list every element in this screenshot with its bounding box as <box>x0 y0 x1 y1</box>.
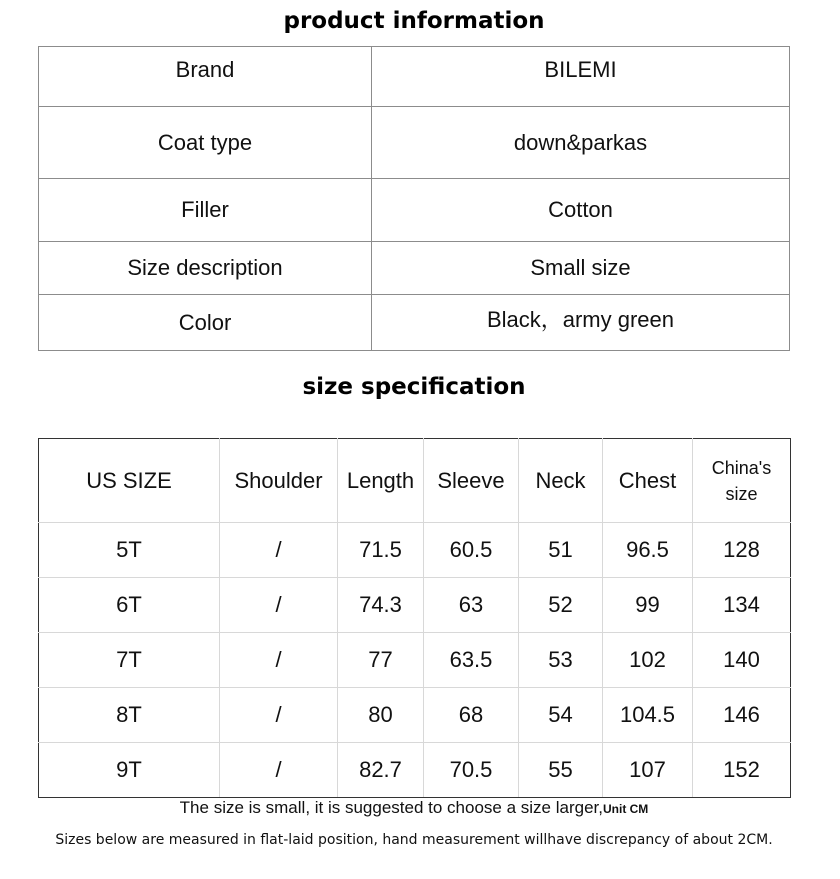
cell-shoulder: / <box>220 523 338 578</box>
table-row <box>39 107 790 179</box>
header-sleeve: Sleeve <box>424 439 519 523</box>
cell-china-size: 128 <box>693 523 791 578</box>
cell-neck: 53 <box>519 633 603 688</box>
cell-neck: 52 <box>519 578 603 633</box>
cell-china-size: 146 <box>693 688 791 743</box>
header-china-size <box>693 439 791 523</box>
header-length: Length <box>338 439 424 523</box>
table-header-row <box>39 439 791 523</box>
info-value-color: Black，army green <box>372 295 790 351</box>
table-row <box>39 743 791 798</box>
cell-length: 80 <box>338 688 424 743</box>
size-specification-title: size specification <box>302 374 526 400</box>
cell-shoulder: / <box>220 578 338 633</box>
product-information-table <box>38 46 790 351</box>
table-row <box>39 47 790 107</box>
cell-china-size: 140 <box>693 633 791 688</box>
cell-chest: 107 <box>603 743 693 798</box>
table-row <box>39 179 790 242</box>
header-neck: Neck <box>519 439 603 523</box>
cell-sleeve: 68 <box>424 688 519 743</box>
info-value-filler: Cotton <box>372 179 790 242</box>
info-value-brand: BILEMI <box>372 47 790 107</box>
size-specification-table <box>38 438 791 798</box>
cell-chest: 99 <box>603 578 693 633</box>
cell-us-size: 6T <box>39 578 220 633</box>
cell-chest: 102 <box>603 633 693 688</box>
cell-length: 74.3 <box>338 578 424 633</box>
cell-sleeve: 63 <box>424 578 519 633</box>
header-china-size-line2: size <box>725 483 758 504</box>
table-row <box>39 295 790 351</box>
header-shoulder: Shoulder <box>220 439 338 523</box>
size-note <box>0 798 828 818</box>
cell-length: 77 <box>338 633 424 688</box>
info-label-size-description: Size description <box>39 242 372 295</box>
cell-us-size: 5T <box>39 523 220 578</box>
cell-shoulder: / <box>220 688 338 743</box>
measurement-note: Sizes below are measured in flat-laid position, hand measurement willhave discrepancy of about 2CM. <box>55 832 773 848</box>
cell-us-size: 8T <box>39 688 220 743</box>
cell-china-size: 134 <box>693 578 791 633</box>
header-chest: Chest <box>603 439 693 523</box>
table-row <box>39 688 791 743</box>
table-row <box>39 633 791 688</box>
cell-sleeve: 60.5 <box>424 523 519 578</box>
cell-chest: 96.5 <box>603 523 693 578</box>
header-china-size-line1: China's <box>711 457 772 478</box>
info-label-color: Color <box>39 295 372 351</box>
cell-sleeve: 63.5 <box>424 633 519 688</box>
table-row <box>39 578 791 633</box>
info-value-coat-type: down&parkas <box>372 107 790 179</box>
cell-china-size: 152 <box>693 743 791 798</box>
table-row <box>39 242 790 295</box>
cell-chest: 104.5 <box>603 688 693 743</box>
cell-shoulder: / <box>220 633 338 688</box>
cell-length: 82.7 <box>338 743 424 798</box>
info-value-size-description: Small size <box>372 242 790 295</box>
cell-shoulder: / <box>220 743 338 798</box>
info-label-brand: Brand <box>39 47 372 107</box>
product-information-title: product information <box>283 8 545 34</box>
info-label-filler: Filler <box>39 179 372 242</box>
cell-sleeve: 70.5 <box>424 743 519 798</box>
cell-neck: 55 <box>519 743 603 798</box>
cell-us-size: 9T <box>39 743 220 798</box>
cell-neck: 54 <box>519 688 603 743</box>
info-label-coat-type: Coat type <box>39 107 372 179</box>
cell-length: 71.5 <box>338 523 424 578</box>
unit-note: Unit CM <box>602 802 649 816</box>
size-note-text: The size is small, it is suggested to choose a size larger, <box>179 798 603 817</box>
header-us-size: US SIZE <box>39 439 220 523</box>
cell-neck: 51 <box>519 523 603 578</box>
cell-us-size: 7T <box>39 633 220 688</box>
table-row <box>39 523 791 578</box>
